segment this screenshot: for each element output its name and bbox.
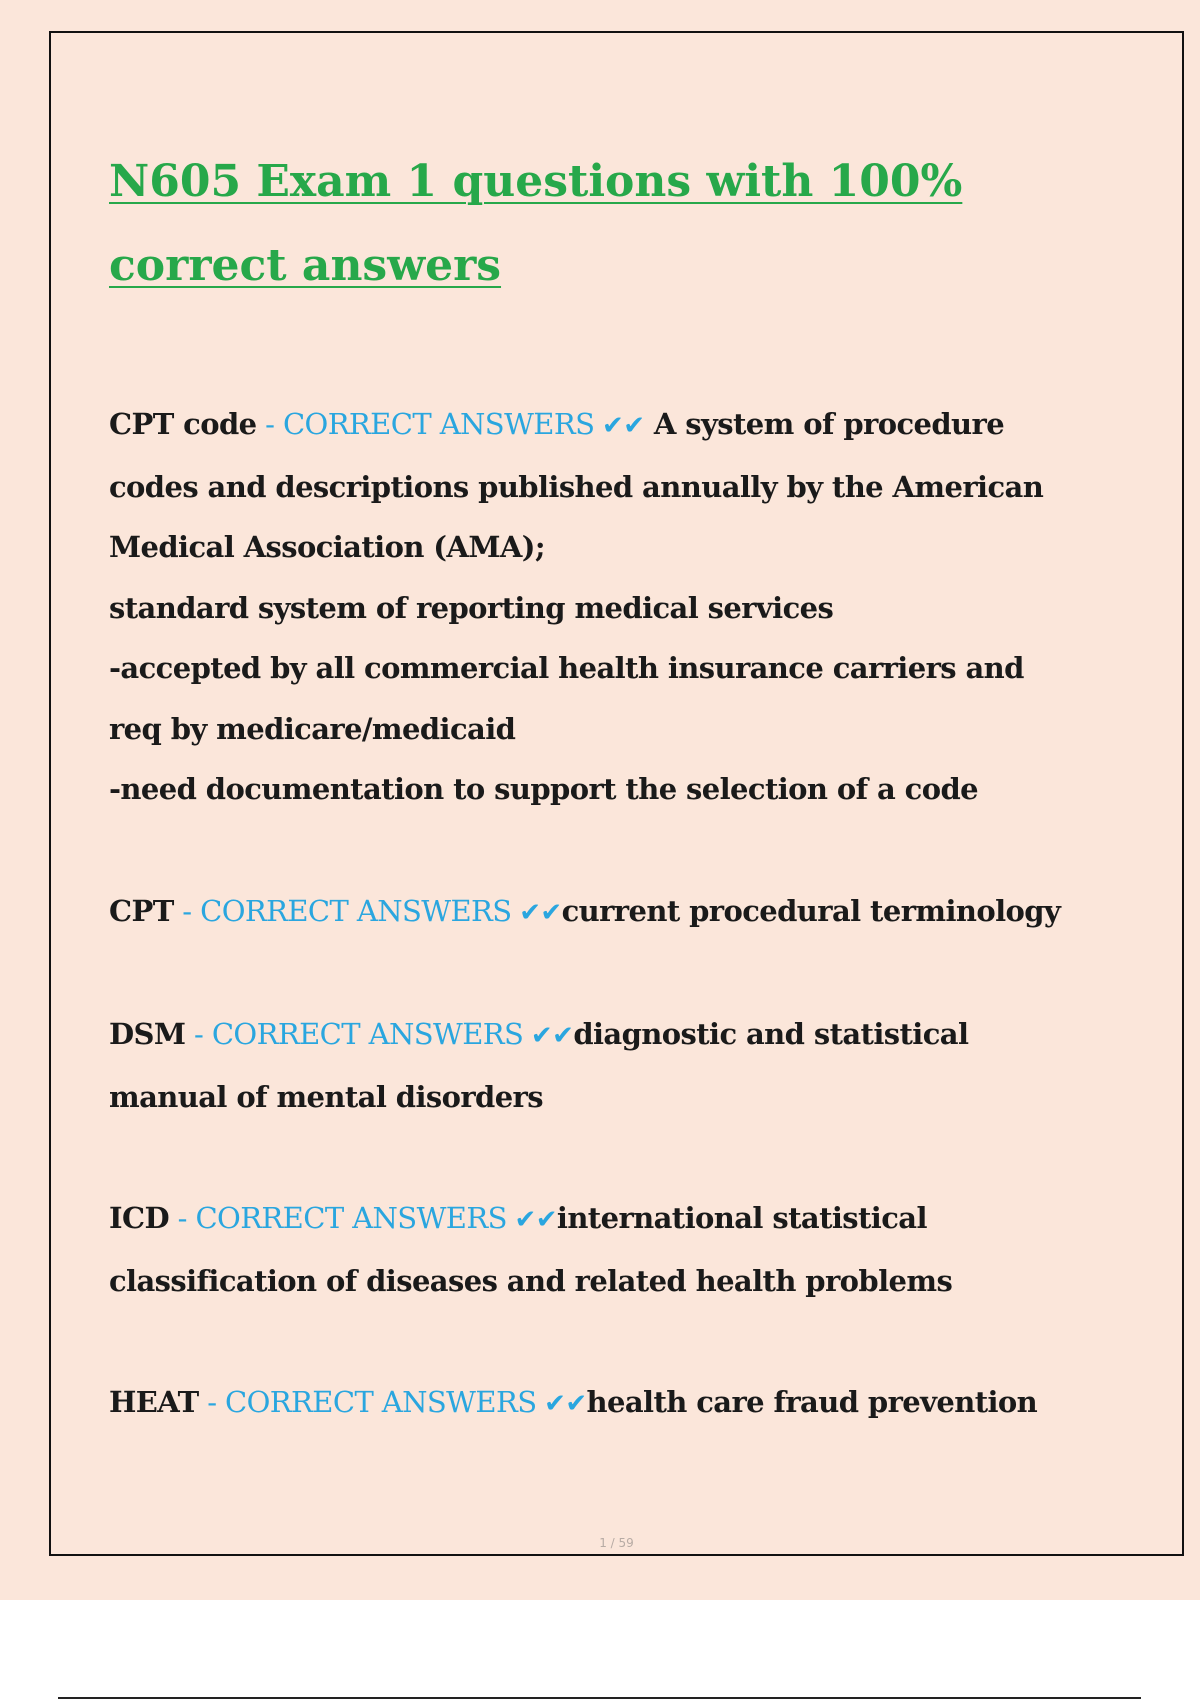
entry-answer-line: A system of procedure codes and descriptions published annually by the American Medical Association (AMA); [109, 407, 1044, 564]
double-check-icon: ✔✔ [506, 1205, 557, 1235]
correct-answers-label: CORRECT ANSWERS [195, 1201, 507, 1235]
entry-answer-line: current procedural terminology [561, 893, 1061, 928]
document-title: N605 Exam 1 questions with 100% correct answers [109, 156, 963, 291]
correct-answers-label: CORRECT ANSWERS [225, 1385, 537, 1419]
entry-term: ICD [109, 1201, 169, 1235]
page-number: 1 / 59 [599, 1536, 634, 1550]
entry-term: CPT [109, 893, 174, 928]
qa-entry-cpt-code [109, 394, 1069, 820]
entry-answer-line: -accepted by all commercial health insurance carriers and req by medicare/medicaid [109, 651, 1024, 746]
entry-separator: - [169, 1201, 196, 1235]
qa-entry-heat [109, 1372, 1069, 1435]
entry-answer-line: international statistical classification of diseases and related health problems [109, 1201, 953, 1298]
double-check-icon: ✔✔ [511, 897, 562, 928]
correct-answers-label: CORRECT ANSWERS [282, 407, 595, 441]
double-check-icon: ✔✔ [536, 1389, 587, 1419]
qa-entry-icd [109, 1188, 1069, 1311]
entry-separator: - [256, 407, 283, 441]
qa-entry-cpt [109, 881, 1069, 944]
double-check-icon: ✔✔ [594, 411, 645, 441]
entry-term: DSM [109, 1017, 186, 1051]
entry-answer-line: standard system of reporting medical services [109, 590, 834, 625]
entry-answer-line: health care fraud prevention [586, 1385, 1038, 1419]
bottom-divider [58, 1697, 1141, 1699]
double-check-icon: ✔✔ [523, 1021, 574, 1051]
entry-term: CPT code [109, 407, 257, 441]
entry-answer-line: -need documentation to support the selection of a code [109, 772, 979, 806]
entry-separator: - [185, 1017, 212, 1051]
entry-term: HEAT [109, 1385, 199, 1419]
correct-answers-label: CORRECT ANSWERS [211, 1017, 524, 1051]
qa-entry-dsm [109, 1004, 1069, 1127]
entry-separator: - [173, 893, 201, 928]
correct-answers-label: CORRECT ANSWERS [200, 893, 512, 928]
entry-separator: - [198, 1385, 226, 1419]
qa-list [109, 394, 1069, 1496]
entry-answer-line: diagnostic and statistical manual of mental disorders [109, 1017, 969, 1114]
